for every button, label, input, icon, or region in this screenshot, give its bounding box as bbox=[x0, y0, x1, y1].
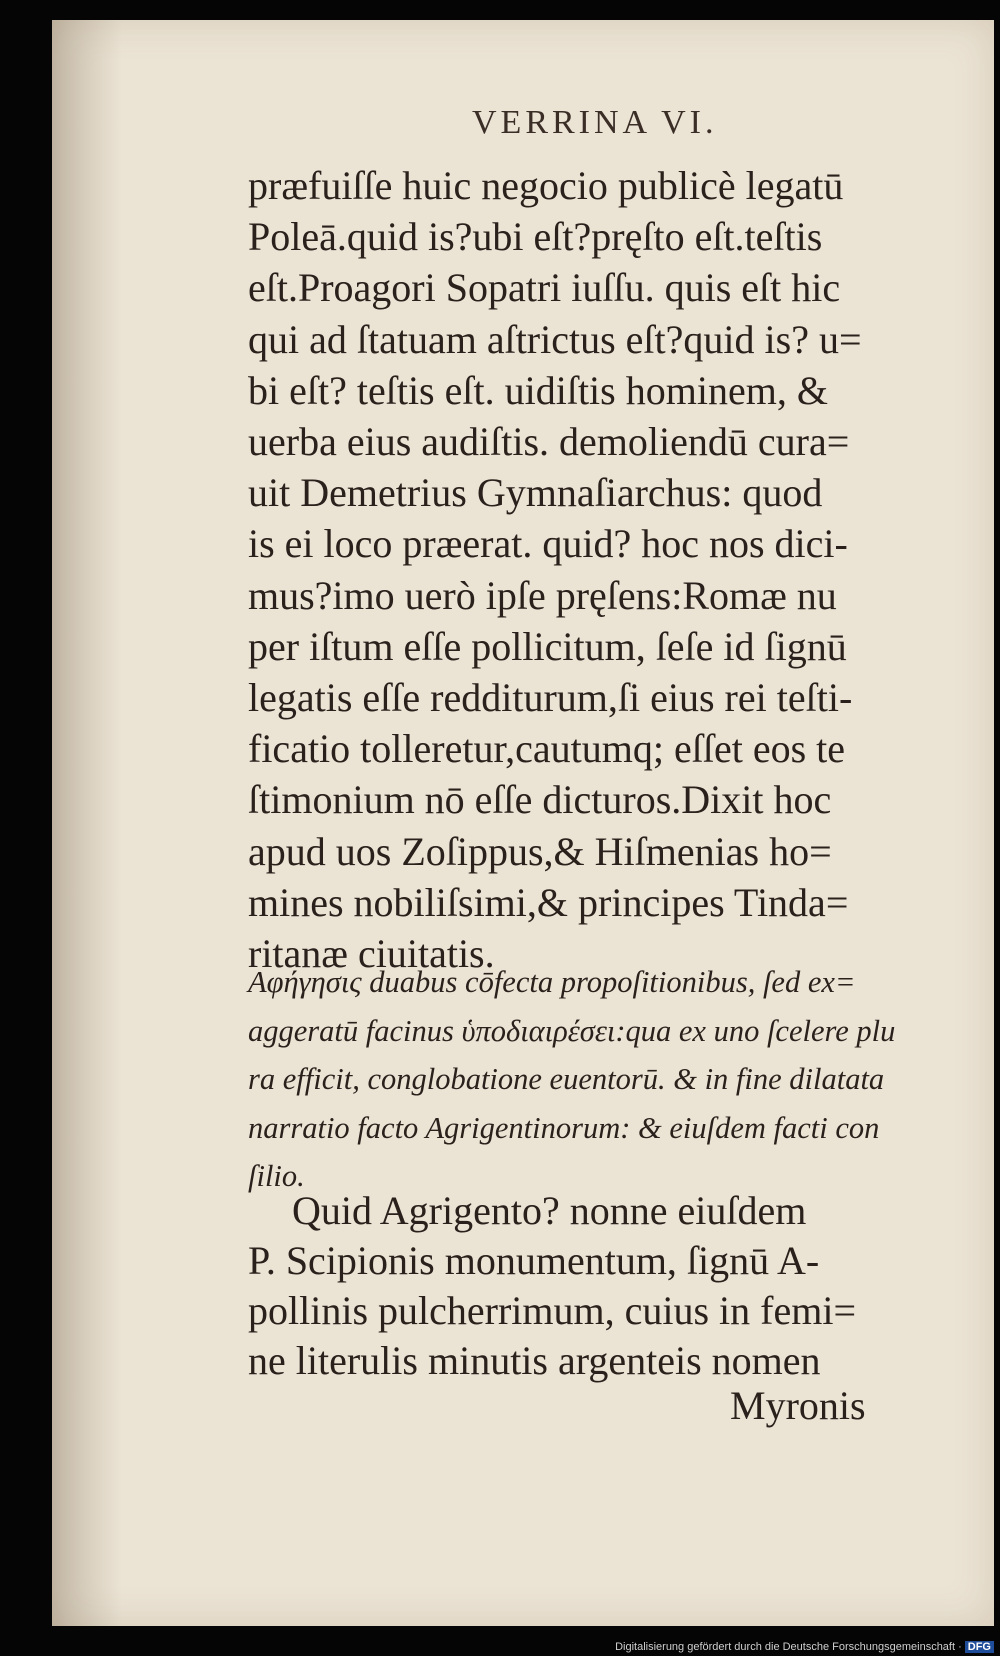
text-line: mus?imo uerò ipſe pręſens:Romæ nu bbox=[248, 572, 837, 618]
digitization-footer bbox=[615, 1641, 994, 1653]
gloss-line: ra efficit, conglobatione euentorū. & in fine dilatata bbox=[248, 1062, 885, 1096]
main-text-block bbox=[248, 160, 1000, 979]
second-text-block bbox=[248, 1186, 1000, 1386]
footer-text: Digitalisierung gefördert durch die Deutsche Forschungsgemeinschaft · bbox=[615, 1641, 962, 1653]
text-line: ne literulis minutis argenteis nomen bbox=[248, 1338, 821, 1383]
text-line: eſt.Proagori Sopatri iuſſu. quis eſt hic bbox=[248, 265, 841, 311]
book-page bbox=[52, 20, 994, 1626]
text-line: is ei loco præerat. quid? hoc nos dici- bbox=[248, 521, 848, 567]
marginal-gloss-block bbox=[248, 958, 1000, 1201]
text-line: ritanæ ciuitatis. bbox=[248, 931, 495, 977]
gloss-line: narratio facto Agrigentinorum: & eiuſdem facti con bbox=[248, 1110, 880, 1145]
gloss-line: ſilio. bbox=[248, 1159, 305, 1193]
text-line: Quid Agrigento? nonne eiuſdem bbox=[292, 1188, 807, 1233]
text-line: Poleā.quid is?ubi eſt?pręſto eſt.teſtis bbox=[248, 214, 823, 260]
gutter-shadow bbox=[52, 20, 122, 1626]
text-line: ſtimonium nō eſſe dicturos.Dixit hoc bbox=[248, 777, 832, 823]
gloss-line: aggeratū facinus ὑποδιαιρέσει:qua ex uno ſcelere plu bbox=[248, 1013, 896, 1048]
running-head: VERRINA VI. bbox=[472, 104, 718, 141]
text-line: bi eſt? teſtis eſt. uidiſtis hominem, & bbox=[248, 367, 828, 413]
text-line: præfuiſſe huic negocio publicè legatū bbox=[248, 163, 844, 208]
text-line: uerba eius audiſtis. demoliendū cura= bbox=[248, 419, 850, 465]
text-line: per iſtum eſſe pollicitum, ſeſe id ſignū bbox=[248, 623, 847, 669]
text-line: mines nobiliſsimi,& principes Tinda= bbox=[248, 879, 849, 925]
text-line: legatis eſſe redditurum,ſi eius rei teſti- bbox=[248, 675, 853, 721]
text-line: uit Demetrius Gymnaſiarchus: quod bbox=[248, 470, 823, 516]
text-line: pollinis pulcherrimum, cuius in femi= bbox=[248, 1288, 857, 1333]
text-line: qui ad ſtatuam aſtrictus eſt?quid is? u= bbox=[248, 316, 862, 362]
text-line: apud uos Zoſippus,& Hiſmenias ho= bbox=[248, 828, 832, 874]
dfg-logo: DFG bbox=[965, 1641, 994, 1653]
text-line: ficatio tolleretur,cautumq; eſſet eos te bbox=[248, 726, 846, 772]
text-line: P. Scipionis monumentum, ſignū A- bbox=[248, 1238, 820, 1283]
catchword: Myronis bbox=[730, 1383, 866, 1428]
gloss-line: Aφήγησις duabus cōfecta propoſitionibus, ſed ex= bbox=[248, 965, 856, 999]
